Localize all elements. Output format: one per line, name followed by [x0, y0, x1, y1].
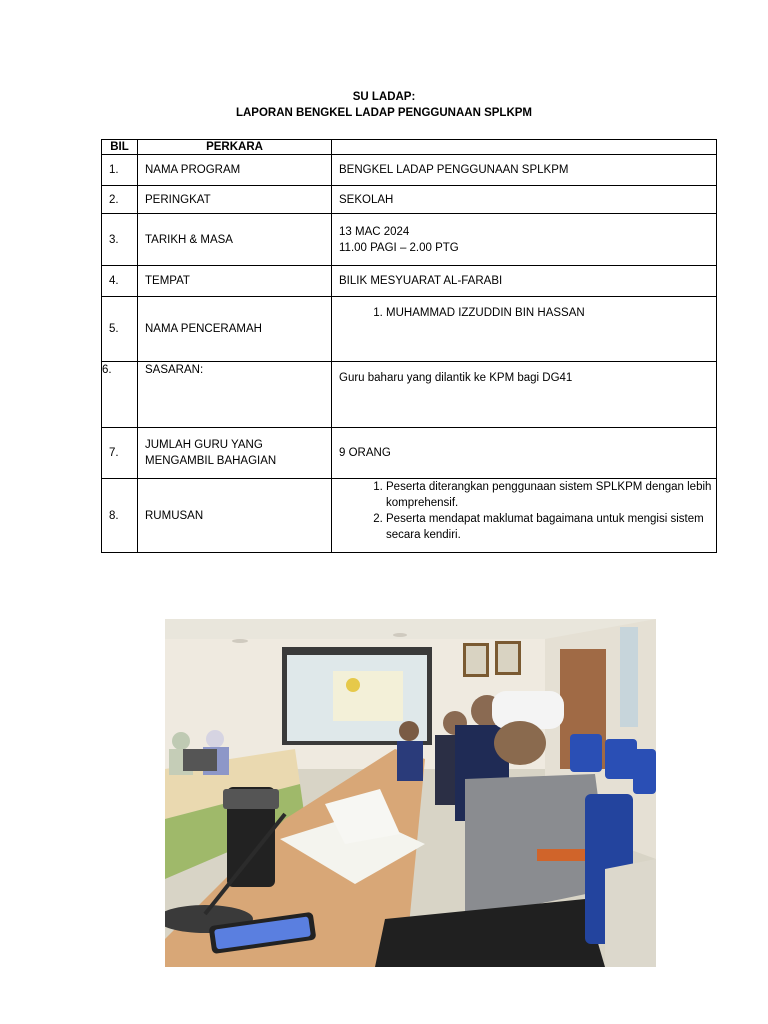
workshop-photo-illustration — [165, 619, 656, 967]
row-perkara — [138, 428, 332, 479]
row-bil: 4. — [102, 266, 138, 297]
table-header-row — [102, 140, 717, 155]
row-perkara: SASARAN: — [138, 362, 332, 428]
row-bil: 3. — [102, 214, 138, 266]
perkara-line: JUMLAH GURU YANG — [145, 439, 263, 451]
row-perkara: TEMPAT — [138, 266, 332, 297]
row-value: BENGKEL LADAP PENGGUNAAN SPLKPM — [332, 155, 717, 186]
document-title-line2: LAPORAN BENGKEL LADAP PENGGUNAAN SPLKPM — [235, 107, 533, 119]
row-value — [332, 479, 717, 553]
row-perkara: NAMA PROGRAM — [138, 155, 332, 186]
list-item: 1. Peserta diterangkan penggunaan sistem SPLKPM dengan lebih komprehensif. — [386, 479, 714, 511]
row-bil: 8. — [102, 479, 138, 553]
speaker-list — [339, 305, 709, 321]
table-row — [102, 479, 717, 553]
table-row — [102, 186, 717, 214]
row-perkara: RUMUSAN — [138, 479, 332, 553]
header-bil: BIL — [102, 140, 138, 155]
row-value — [332, 297, 717, 362]
header-value — [332, 140, 717, 155]
row-value: BILIK MESYUARAT AL-FARABI — [332, 266, 717, 297]
workshop-photo — [165, 619, 656, 967]
perkara-line: MENGAMBIL BAHAGIAN — [145, 455, 277, 467]
row-bil: 2. — [102, 186, 138, 214]
table-row — [102, 297, 717, 362]
row-bil: 5. — [102, 297, 138, 362]
date-text: 13 MAC 2024 — [339, 225, 410, 238]
row-value: Guru baharu yang dilantik ke KPM bagi DG41 — [332, 362, 717, 428]
rumusan-list — [339, 479, 714, 543]
table-row — [102, 362, 717, 428]
report-table — [101, 139, 717, 553]
row-value: 9 ORANG — [332, 428, 717, 479]
row-perkara: TARIKH & MASA — [138, 214, 332, 266]
row-perkara: NAMA PENCERAMAH — [138, 297, 332, 362]
row-value: SEKOLAH — [332, 186, 717, 214]
list-item: 1. MUHAMMAD IZZUDDIN BIN HASSAN — [386, 305, 709, 321]
row-value — [332, 214, 717, 266]
table-row — [102, 214, 717, 266]
row-bil: 6. — [102, 362, 138, 428]
document-title-line1: SU LADAP: — [352, 91, 416, 103]
row-perkara: PERINGKAT — [138, 186, 332, 214]
list-item: 2. Peserta mendapat maklumat bagaimana untuk mengisi sistem secara kendiri. — [386, 511, 714, 543]
header-perkara: PERKARA — [138, 140, 332, 155]
row-bil: 7. — [102, 428, 138, 479]
table-row — [102, 428, 717, 479]
table-row — [102, 155, 717, 186]
row-bil: 1. — [102, 155, 138, 186]
table-row — [102, 266, 717, 297]
time-text: 11.00 PAGI – 2.00 PTG — [339, 241, 459, 254]
